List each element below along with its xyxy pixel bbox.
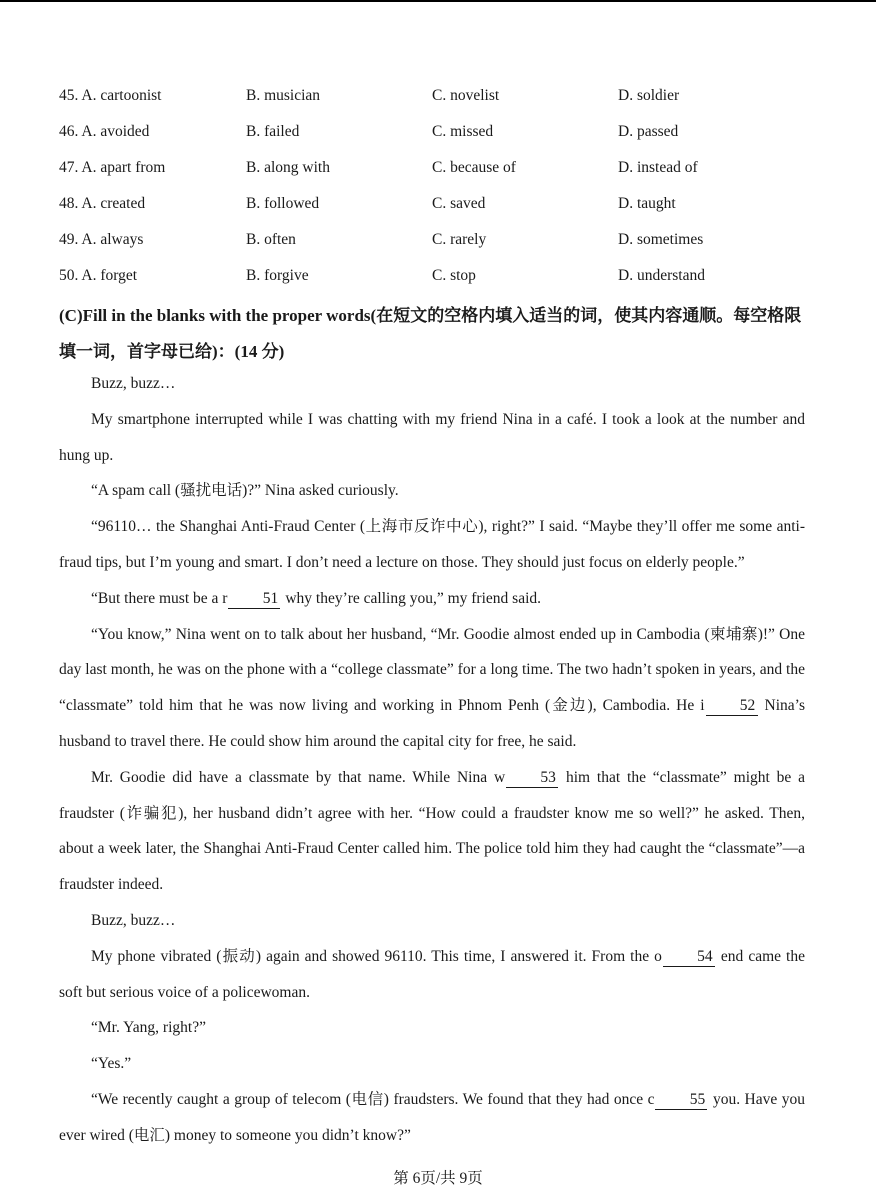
- option-row-47: [59, 158, 819, 194]
- option-c: C. saved: [432, 195, 486, 212]
- option-b: B. musician: [246, 87, 321, 104]
- option-c: C. missed: [432, 123, 494, 140]
- option-d: D. passed: [618, 123, 679, 140]
- paragraph: “96110… the Shanghai Anti-Fraud Center (上海市反诈中心), right?” I said. “Maybe they’ll offer me some anti-fraud tips, but I’m young and smart. I don’t need a lecture on those. They should just focus on elderly people.”: [59, 518, 805, 571]
- paragraph: “Mr. Yang, right?”: [91, 1019, 206, 1037]
- option-d: D. sometimes: [618, 231, 704, 248]
- paragraph: Buzz, buzz…: [91, 375, 176, 392]
- option-a: A. cartoonist: [81, 87, 162, 104]
- paragraph: My smartphone interrupted while I was chatting with my friend Nina in a café. I took a look at the number and hung up.: [59, 410, 805, 464]
- blank-53: 53: [506, 769, 558, 788]
- option-a: A. always: [81, 231, 144, 248]
- option-b: B. often: [246, 231, 296, 248]
- option-row-46: [59, 122, 819, 158]
- question-number: 49.: [59, 231, 79, 248]
- question-number: 46.: [59, 123, 79, 140]
- blank-51: 51: [228, 590, 280, 609]
- question-number: 50.: [59, 267, 79, 284]
- blank-55: 55: [655, 1091, 707, 1110]
- paragraph: “But there must be a r 51 why they’re calling you,” my friend said.: [91, 589, 542, 607]
- option-c: C. stop: [432, 267, 476, 284]
- paragraph: “A spam call (骚扰电话)?” Nina asked curiously.: [91, 482, 399, 500]
- option-a: A. apart from: [81, 159, 166, 176]
- option-b: B. along with: [246, 159, 330, 176]
- option-row-48: [59, 194, 819, 230]
- passage: [59, 366, 805, 1154]
- option-d: D. taught: [618, 195, 676, 212]
- option-c: C. because of: [432, 159, 516, 176]
- blank-54: 54: [663, 948, 715, 967]
- option-d: D. understand: [618, 267, 705, 284]
- paragraph: “You know,” Nina went on to talk about her husband, “Mr. Goodie almost ended up in Cambodia (柬埔寨)!” One day last month, he was on the phone with a “college classmate” for a long time. The two hadn’t spoken in years, and the “classmate” told him that he was now living and working in Phnom Penh (金边), Cambodia. He i 52 Nina’s husband to travel there. He could show him around the capital city for free, he said.: [59, 625, 806, 750]
- paragraph: Buzz, buzz…: [91, 911, 176, 929]
- option-b: B. followed: [246, 195, 320, 212]
- paragraph: Mr. Goodie did have a classmate by that name. While Nina w 53 him that the “classmate” might be a fraudster (诈骗犯), her husband didn’t agree with her. “How could a fraudster know me so well?” he asked. Then, about a week later, the Shanghai Anti-Fraud Center called him. The police told him they had caught the “classmate”—a fraudster indeed.: [59, 768, 806, 894]
- option-c: C. novelist: [432, 87, 500, 104]
- option-a: A. forget: [81, 267, 138, 284]
- blank-52: 52: [706, 697, 758, 716]
- section-title: (C)Fill in the blanks with the proper words(在短文的空格内填入适当的词，使其内容通顺。每空格限填一词，首字母已给)：(14 分): [59, 306, 802, 361]
- option-row-45: [59, 86, 819, 122]
- top-rule: [0, 0, 876, 2]
- option-d: D. instead of: [618, 159, 698, 176]
- option-a: A. created: [81, 195, 146, 212]
- paragraph: “We recently caught a group of telecom (电信) fraudsters. We found that they had once c 55 you. Have you ever wired (电汇) money to someone you didn’t know?”: [59, 1090, 805, 1144]
- paragraph: “Yes.”: [91, 1055, 132, 1073]
- page-footer: 第 6页/共 9页: [393, 1170, 483, 1187]
- question-number: 47.: [59, 159, 79, 176]
- option-d: D. soldier: [618, 87, 680, 104]
- option-row-50: [59, 266, 819, 302]
- question-number: 45.: [59, 87, 79, 104]
- option-c: C. rarely: [432, 231, 487, 248]
- option-b: B. forgive: [246, 267, 309, 284]
- paragraph: My phone vibrated (振动) again and showed 96110. This time, I answered it. From the o 54 end came the soft but serious voice of a policewoman.: [59, 947, 805, 1001]
- option-b: B. failed: [246, 123, 300, 140]
- question-number: 48.: [59, 195, 79, 212]
- option-a: A. avoided: [81, 123, 150, 140]
- option-row-49: [59, 230, 819, 266]
- options-table: [59, 86, 819, 302]
